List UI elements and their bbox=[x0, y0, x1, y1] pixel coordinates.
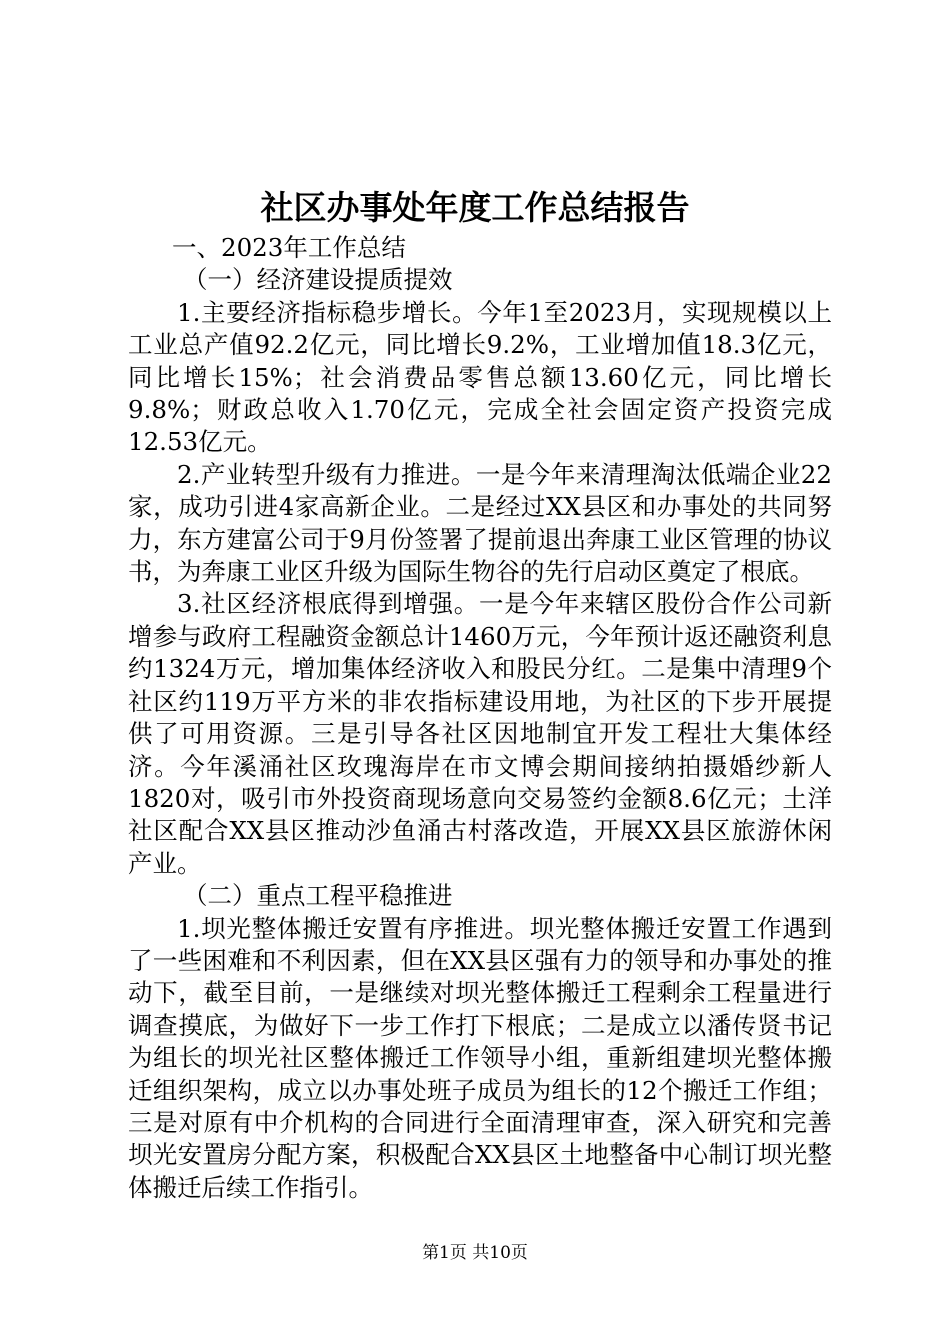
document-body bbox=[128, 232, 832, 1204]
paragraph-community-economy: 3.社区经济根底得到增强。一是今年来辖区股份合作公司新增参与政府工程融资金额总计1460万元，今年预计返还融资利息约1324万元，增加集体经济收入和股民分红。二是集中清理9个社区约119万平方米的非农指标建设用地，为社区的下步开展提供了可用资源。三是引导各社区因地制宜开发工程壮大集体经济。今年溪涌社区玫瑰海岸在市文博会期间接纳拍摄婚纱新人1820对，吸引市外投资商现场意向交易签约金额8.6亿元；土洋社区配合XX县区推动沙鱼涌古村落改造，开展XX县区旅游休闲产业。 bbox=[128, 589, 832, 878]
paragraph-economic-indicators: 1.主要经济指标稳步增长。今年1至2023月，实现规模以上工业总产值92.2亿元，同比增长9.2%，工业增加值18.3亿元，同比增长15%；社会消费品零售总额13.60亿元，同比增长9.8%；财政总收入1.70亿元，完成全社会固定资产投资完成12.53亿元。 bbox=[128, 297, 832, 457]
paragraph-relocation: 1.坝光整体搬迁安置有序推进。坝光整体搬迁安置工作遇到了一些困难和不利因素，但在XX县区强有力的领导和办事处的推动下，截至目前，一是继续对坝光整体搬迁工程剩余工程量进行调查摸底，为做好下一步工作打下根底；二是成立以潘传贤书记为组长的坝光社区整体搬迁工作领导小组，重新组建坝光整体搬迁组织架构，成立以办事处班子成员为组长的12个搬迁工作组；三是对原有中介机构的合同进行全面清理审查，深入研究和完善坝光安置房分配方案，积极配合XX县区土地整备中心制订坝光整体搬迁后续工作指引。 bbox=[128, 913, 832, 1202]
document-title: 社区办事处年度工作总结报告 bbox=[260, 188, 690, 227]
paragraph-industry-upgrade: 2.产业转型升级有力推进。一是今年来清理淘汰低端企业22家，成功引进4家高新企业。二是经过XX县区和办事处的共同努力，东方建富公司于9月份签署了提前退出奔康工业区管理的协议书，为奔康工业区升级为国际生物谷的先行启动区奠定了根底。 bbox=[128, 459, 832, 587]
subsection-heading-projects: （二）重点工程平稳推进 bbox=[183, 881, 453, 911]
page-number: 第1页 bbox=[422, 1243, 467, 1263]
page-footer bbox=[0, 1241, 950, 1265]
page-total: 共10页 bbox=[472, 1243, 528, 1263]
section-heading: 一、2023年工作总结 bbox=[172, 233, 406, 262]
subsection-heading-economy: （一）经济建设提质提效 bbox=[183, 265, 453, 295]
